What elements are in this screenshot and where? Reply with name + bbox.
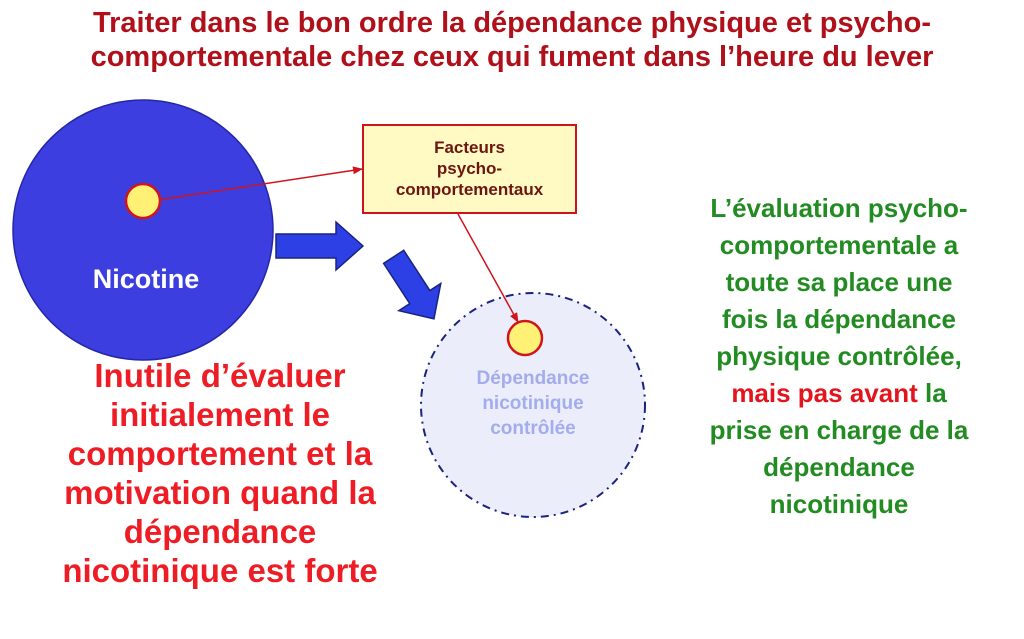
right-emphasis-red: mais pas avant (731, 378, 918, 408)
controlled-line-1: Dépendance (476, 368, 590, 389)
nicotine-circle (13, 100, 273, 360)
controlled-dependence-label (438, 366, 628, 441)
right-line-5: physique contrôlée, (716, 341, 962, 371)
block-arrow-diagonal (373, 243, 455, 332)
left-line-4: motivation quand la (64, 474, 376, 511)
yellow-dot-nicotine (126, 184, 160, 218)
left-line-5: dépendance (123, 513, 317, 550)
yellow-dot-controlled (508, 321, 542, 355)
right-line-2: comportementale a (719, 230, 959, 260)
factors-line-3: comportementaux (395, 180, 544, 199)
title-line-2: comportementale chez ceux qui fument dans l’heure du lever (90, 41, 934, 73)
left-line-2: initialement le (109, 396, 331, 433)
left-statement (20, 356, 420, 590)
left-line-3: comportement et la (67, 435, 373, 472)
title-line-1: Traiter dans le bon ordre la dépendance physique et psycho- (93, 7, 931, 39)
left-line-1: Inutile d’évaluer (94, 357, 346, 394)
nicotine-label: Nicotine (92, 264, 200, 294)
right-line-4: fois la dépendance (721, 304, 957, 334)
controlled-line-3: contrôlée (490, 418, 576, 439)
right-line-8: dépendance (763, 452, 915, 482)
right-line-6 (654, 375, 1024, 412)
right-line-6-rest: la (917, 378, 947, 408)
right-line-7: prise en charge de la (709, 415, 969, 445)
factors-line-1: Facteurs (434, 138, 505, 157)
block-arrow-right (276, 222, 363, 270)
right-line-3: toute sa place une (725, 267, 953, 297)
left-line-6: nicotinique est forte (62, 552, 378, 589)
factors-box (362, 124, 577, 214)
right-line-1: L’évaluation psycho- (710, 193, 968, 223)
right-statement (654, 190, 1024, 523)
factors-line-2: psycho- (436, 159, 503, 178)
controlled-line-2: nicotinique (482, 393, 584, 414)
right-line-9: nicotinique (769, 489, 909, 519)
